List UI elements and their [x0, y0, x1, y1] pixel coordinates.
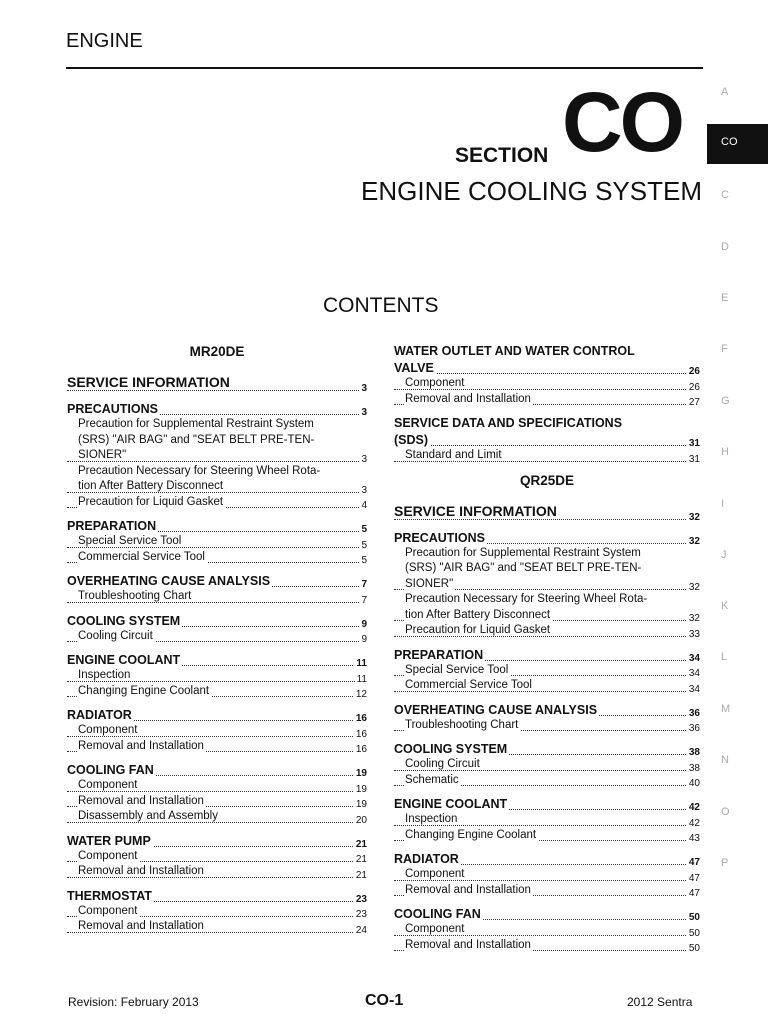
toc-subitem-label: Changing Engine Coolant — [78, 684, 210, 697]
toc-subitem[interactable] — [67, 449, 367, 465]
page-number: 34 — [688, 652, 700, 664]
toc-heading-label: PRECAUTIONS — [67, 402, 158, 416]
toc-group — [67, 402, 367, 511]
toc-heading[interactable] — [394, 531, 700, 547]
toc-subitem-text: (SRS) "AIR BAG" and "SEAT BELT PRE-TEN- — [405, 562, 642, 574]
toc-group — [394, 531, 700, 640]
toc-subitem[interactable] — [394, 664, 700, 680]
toc-subitem[interactable] — [67, 590, 367, 606]
toc-subitem[interactable] — [67, 496, 367, 512]
toc-heading-label: OVERHEATING CAUSE ANALYSIS — [67, 574, 271, 588]
page-number: 50 — [688, 943, 700, 954]
toc-subitem-label: Precaution for Liquid Gasket — [405, 624, 551, 636]
toc-subitem-label: Component — [78, 904, 138, 917]
side-tab-label: O — [721, 806, 730, 818]
page-number: 34 — [688, 668, 700, 679]
toc-heading-label: COOLING FAN — [394, 907, 481, 921]
toc-subitem[interactable] — [394, 449, 700, 465]
toc-subitem[interactable] — [394, 377, 700, 393]
page-number: 42 — [688, 817, 700, 829]
toc-heading-label: PRECAUTIONS — [394, 530, 485, 545]
toc-subitem-label: Removal and Installation — [78, 920, 204, 932]
toc-subitem[interactable] — [67, 551, 367, 567]
toc-heading-label: COOLING FAN — [67, 763, 154, 777]
service-information-entry-label: SERVICE INFORMATION — [67, 374, 230, 390]
toc-heading-label: RADIATOR — [67, 708, 132, 722]
page-number: 38 — [688, 747, 700, 758]
toc-subitem[interactable] — [394, 578, 700, 594]
page-number: 33 — [688, 628, 700, 640]
page-number: 11 — [356, 658, 367, 669]
toc-heading-text: SERVICE DATA AND SPECIFICATIONS — [394, 416, 623, 430]
page-number: 21 — [355, 854, 367, 865]
page-number: 5 — [361, 524, 367, 535]
toc-group — [67, 653, 367, 700]
footer-revision: Revision: February 2013 — [68, 995, 199, 1009]
side-tab-label: N — [721, 754, 729, 766]
toc-subitem[interactable] — [67, 669, 367, 685]
page-number: 31 — [688, 453, 700, 465]
toc-subitem-label: Troubleshooting Chart — [405, 718, 519, 731]
page-number: 47 — [688, 888, 700, 899]
page-number: 3 — [361, 453, 367, 465]
toc-heading[interactable] — [67, 519, 367, 535]
toc-heading[interactable] — [67, 614, 367, 630]
toc-subitem-label: Removal and Installation — [78, 794, 204, 807]
toc-heading-label: COOLING SYSTEM — [67, 613, 181, 628]
page-number: 27 — [688, 397, 700, 408]
side-tab-label: P — [721, 857, 729, 869]
toc-subitem-text: Precaution for Supplemental Restraint System — [405, 546, 641, 559]
page-number: 36 — [688, 707, 700, 719]
page-number: 4 — [361, 500, 367, 511]
service-information-entry[interactable] — [67, 374, 367, 394]
page-number: 5 — [361, 539, 367, 551]
toc-subitem[interactable] — [67, 905, 367, 921]
side-tab-label: K — [721, 600, 729, 612]
toc-subitem[interactable] — [394, 719, 700, 735]
toc-subitem-label: Removal and Installation — [78, 739, 204, 752]
page-number: 34 — [688, 683, 700, 695]
toc-heading[interactable] — [67, 763, 367, 779]
toc-heading[interactable] — [67, 402, 367, 418]
page-number: 23 — [355, 909, 367, 920]
toc-subitem-label: Troubleshooting Chart — [78, 590, 192, 602]
page-number: 19 — [355, 799, 367, 810]
toc-subitem-label: Special Service Tool — [78, 535, 182, 547]
toc-group — [394, 907, 700, 954]
page-number: 20 — [355, 814, 367, 826]
engine-model-heading: QR25DE — [519, 472, 575, 488]
toc-subitem-label: Removal and Installation — [78, 865, 204, 877]
side-tab-label: F — [721, 343, 728, 355]
toc-subitem[interactable] — [67, 740, 367, 756]
page-number: 3 — [361, 484, 367, 496]
section-title: ENGINE COOLING SYSTEM — [361, 176, 702, 206]
section-word: SECTION — [455, 144, 549, 167]
toc-subitem-label: Component — [78, 724, 138, 736]
contents-heading: CONTENTS — [323, 294, 439, 317]
toc-heading-label: OVERHEATING CAUSE ANALYSIS — [394, 702, 598, 717]
toc-group — [394, 852, 700, 899]
page-number: 21 — [355, 838, 367, 850]
toc-heading[interactable] — [67, 834, 367, 850]
side-tab-label: C — [721, 189, 729, 201]
toc-subitem-label: Removal and Installation — [405, 883, 531, 896]
page-number: 26 — [688, 366, 700, 377]
page-number: 3 — [361, 407, 367, 418]
side-tab-label: H — [721, 446, 729, 458]
page-number: 38 — [688, 762, 700, 774]
toc-group — [67, 834, 367, 881]
toc-group — [67, 519, 367, 566]
toc-heading[interactable] — [394, 852, 700, 868]
side-tab-label: E — [721, 292, 729, 304]
dot-leader — [67, 390, 367, 391]
toc-heading-label: VALVE — [394, 361, 434, 375]
toc-subitem-label: Component — [78, 779, 138, 791]
toc-subitem[interactable] — [67, 779, 367, 795]
toc-subitem-label: Standard and Limit — [405, 449, 502, 461]
page-number: 24 — [355, 924, 367, 936]
toc-subitem[interactable] — [394, 829, 700, 845]
toc-subitem-label: Component — [78, 849, 138, 862]
page-number: 42 — [688, 802, 700, 813]
toc-subitem-text: Precaution Necessary for Steering Wheel Rota- — [405, 593, 648, 605]
page-number: 50 — [688, 927, 700, 939]
toc-heading[interactable] — [67, 889, 367, 905]
toc-group — [67, 708, 367, 755]
toc-subitem-label: Component — [405, 923, 465, 935]
page-number: 16 — [355, 744, 367, 755]
toc-subitem-label: Removal and Installation — [405, 392, 531, 405]
toc-subitem-label: SIONER" — [78, 449, 127, 461]
toc-subitem-text: (SRS) "AIR BAG" and "SEAT BELT PRE-TEN- — [78, 433, 315, 446]
toc-heading[interactable] — [394, 703, 700, 719]
toc-group — [67, 614, 367, 646]
toc-subitem-text: Precaution for Supplemental Restraint System — [78, 418, 314, 430]
page-number: 16 — [355, 713, 367, 724]
side-tab-label: D — [721, 241, 729, 253]
dot-leader — [394, 445, 700, 446]
page-number: 21 — [355, 869, 367, 881]
side-tab-label: M — [721, 703, 731, 715]
page-number: 32 — [688, 613, 700, 624]
toc-group — [394, 416, 700, 465]
toc-heading-text: WATER OUTLET AND WATER CONTROL — [394, 344, 635, 358]
page-number: 12 — [355, 689, 367, 700]
toc-heading[interactable] — [394, 742, 700, 758]
page-number: 3 — [361, 383, 367, 394]
toc-subitem[interactable] — [394, 923, 700, 939]
toc-subitem-label: Disassembly and Assembly — [78, 810, 218, 822]
toc-subitem[interactable] — [67, 724, 367, 740]
engine-header: ENGINE — [66, 30, 143, 52]
toc-subitem[interactable] — [67, 850, 367, 866]
page-number: 19 — [355, 768, 367, 779]
toc-subitem[interactable] — [67, 630, 367, 646]
toc-group — [394, 797, 700, 844]
toc-subitem-label: tion After Battery Disconnect — [405, 608, 551, 621]
toc-heading-label: ENGINE COOLANT — [67, 653, 181, 667]
contents-left-column — [67, 344, 367, 936]
toc-subitem-label: Component — [405, 868, 465, 880]
side-tab-label: CO — [721, 136, 738, 148]
page-number: 50 — [688, 912, 700, 923]
page-number: 9 — [361, 618, 367, 630]
toc-subitem[interactable] — [394, 393, 700, 409]
toc-subitem[interactable] — [394, 868, 700, 884]
toc-heading[interactable] — [394, 433, 700, 449]
toc-group — [394, 648, 700, 695]
toc-subitem-label: Inspection — [78, 669, 131, 681]
page-number: 47 — [688, 857, 700, 868]
toc-subitem-label: Schematic — [405, 773, 459, 786]
toc-subitem-label: Cooling Circuit — [78, 629, 153, 642]
page-number: 7 — [361, 594, 367, 606]
service-information-entry[interactable] — [394, 503, 700, 523]
toc-subitem[interactable] — [394, 609, 700, 625]
toc-subitem[interactable] — [394, 624, 700, 640]
toc-subitem[interactable] — [394, 939, 700, 955]
toc-subitem[interactable] — [67, 810, 367, 826]
toc-subitem[interactable] — [67, 480, 367, 496]
toc-subitem[interactable] — [394, 758, 700, 774]
toc-subitem-label: Removal and Installation — [405, 938, 531, 951]
engine-model-heading: MR20DE — [189, 344, 245, 359]
toc-subitem-label: Special Service Tool — [405, 663, 509, 676]
page-number: 5 — [361, 555, 367, 566]
top-rule — [66, 67, 703, 69]
footer-page-number: CO-1 — [365, 992, 404, 1009]
side-tab-label: L — [721, 651, 728, 663]
toc-subitem-label: Cooling Circuit — [405, 758, 480, 770]
toc-heading-label: PREPARATION — [394, 647, 484, 662]
dot-leader — [394, 373, 700, 374]
toc-subitem[interactable] — [394, 774, 700, 790]
toc-subitem[interactable] — [394, 884, 700, 900]
page-number: 32 — [688, 582, 700, 593]
toc-subitem[interactable] — [67, 685, 367, 701]
page-number: 32 — [688, 511, 700, 523]
toc-heading[interactable] — [67, 574, 367, 590]
toc-subitem-label: Inspection — [405, 813, 458, 825]
toc-heading[interactable] — [394, 361, 700, 377]
toc-group — [67, 889, 367, 936]
toc-heading[interactable] — [394, 907, 700, 923]
service-information-entry-label: SERVICE INFORMATION — [394, 502, 557, 519]
side-tab-label: G — [721, 395, 730, 407]
toc-subitem-label: SIONER" — [405, 577, 454, 590]
toc-heading[interactable] — [394, 797, 700, 813]
page-number: 40 — [688, 778, 700, 789]
toc-heading[interactable] — [67, 653, 367, 669]
contents-right-column — [394, 344, 700, 954]
toc-subitem-label: Changing Engine Coolant — [405, 828, 537, 841]
toc-subitem-text: Precaution Necessary for Steering Wheel Rota- — [78, 464, 321, 477]
toc-subitem[interactable] — [67, 535, 367, 551]
side-tab-label: I — [721, 498, 725, 510]
toc-heading-label: THERMOSTAT — [67, 888, 152, 903]
footer-model: 2012 Sentra — [627, 995, 693, 1009]
page-number: 31 — [688, 438, 700, 449]
section-code: CO — [562, 75, 682, 169]
toc-subitem-label: Commercial Service Tool — [78, 550, 205, 563]
toc-group — [394, 742, 700, 789]
toc-heading-label: COOLING SYSTEM — [394, 742, 508, 756]
toc-group — [394, 703, 700, 735]
toc-heading-label: (SDS) — [394, 433, 429, 447]
page-number: 36 — [688, 723, 700, 734]
toc-subitem[interactable] — [394, 679, 700, 695]
toc-subitem[interactable] — [67, 865, 367, 881]
page-number: 16 — [355, 728, 367, 740]
toc-heading-label: RADIATOR — [394, 852, 459, 866]
toc-group — [394, 344, 700, 408]
toc-heading[interactable] — [394, 648, 700, 664]
toc-subitem[interactable] — [394, 813, 700, 829]
page-number: 47 — [688, 872, 700, 884]
side-tab-label: A — [721, 86, 729, 98]
page-number: 9 — [361, 634, 367, 645]
toc-subitem-label: Component — [405, 377, 465, 389]
toc-heading[interactable] — [67, 708, 367, 724]
side-tab-label: J — [721, 549, 727, 561]
side-tab-co[interactable] — [707, 124, 768, 164]
page-number: 43 — [688, 833, 700, 844]
toc-group — [67, 763, 367, 826]
toc-heading-label: WATER PUMP — [67, 833, 151, 848]
page-number: 11 — [356, 673, 367, 685]
toc-subitem-label: tion After Battery Disconnect — [78, 480, 224, 492]
toc-subitem-label: Precaution for Liquid Gasket — [78, 495, 224, 508]
page-number: 23 — [355, 893, 367, 905]
toc-heading-label: PREPARATION — [67, 519, 157, 533]
toc-subitem[interactable] — [67, 920, 367, 936]
page-number: 32 — [688, 535, 700, 547]
toc-subitem-label: Commercial Service Tool — [405, 679, 532, 691]
toc-heading-label: ENGINE COOLANT — [394, 797, 508, 811]
page-number: 19 — [355, 783, 367, 795]
toc-subitem[interactable] — [67, 795, 367, 811]
toc-group — [67, 574, 367, 606]
page-number: 7 — [361, 579, 367, 590]
page-number: 26 — [688, 381, 700, 393]
